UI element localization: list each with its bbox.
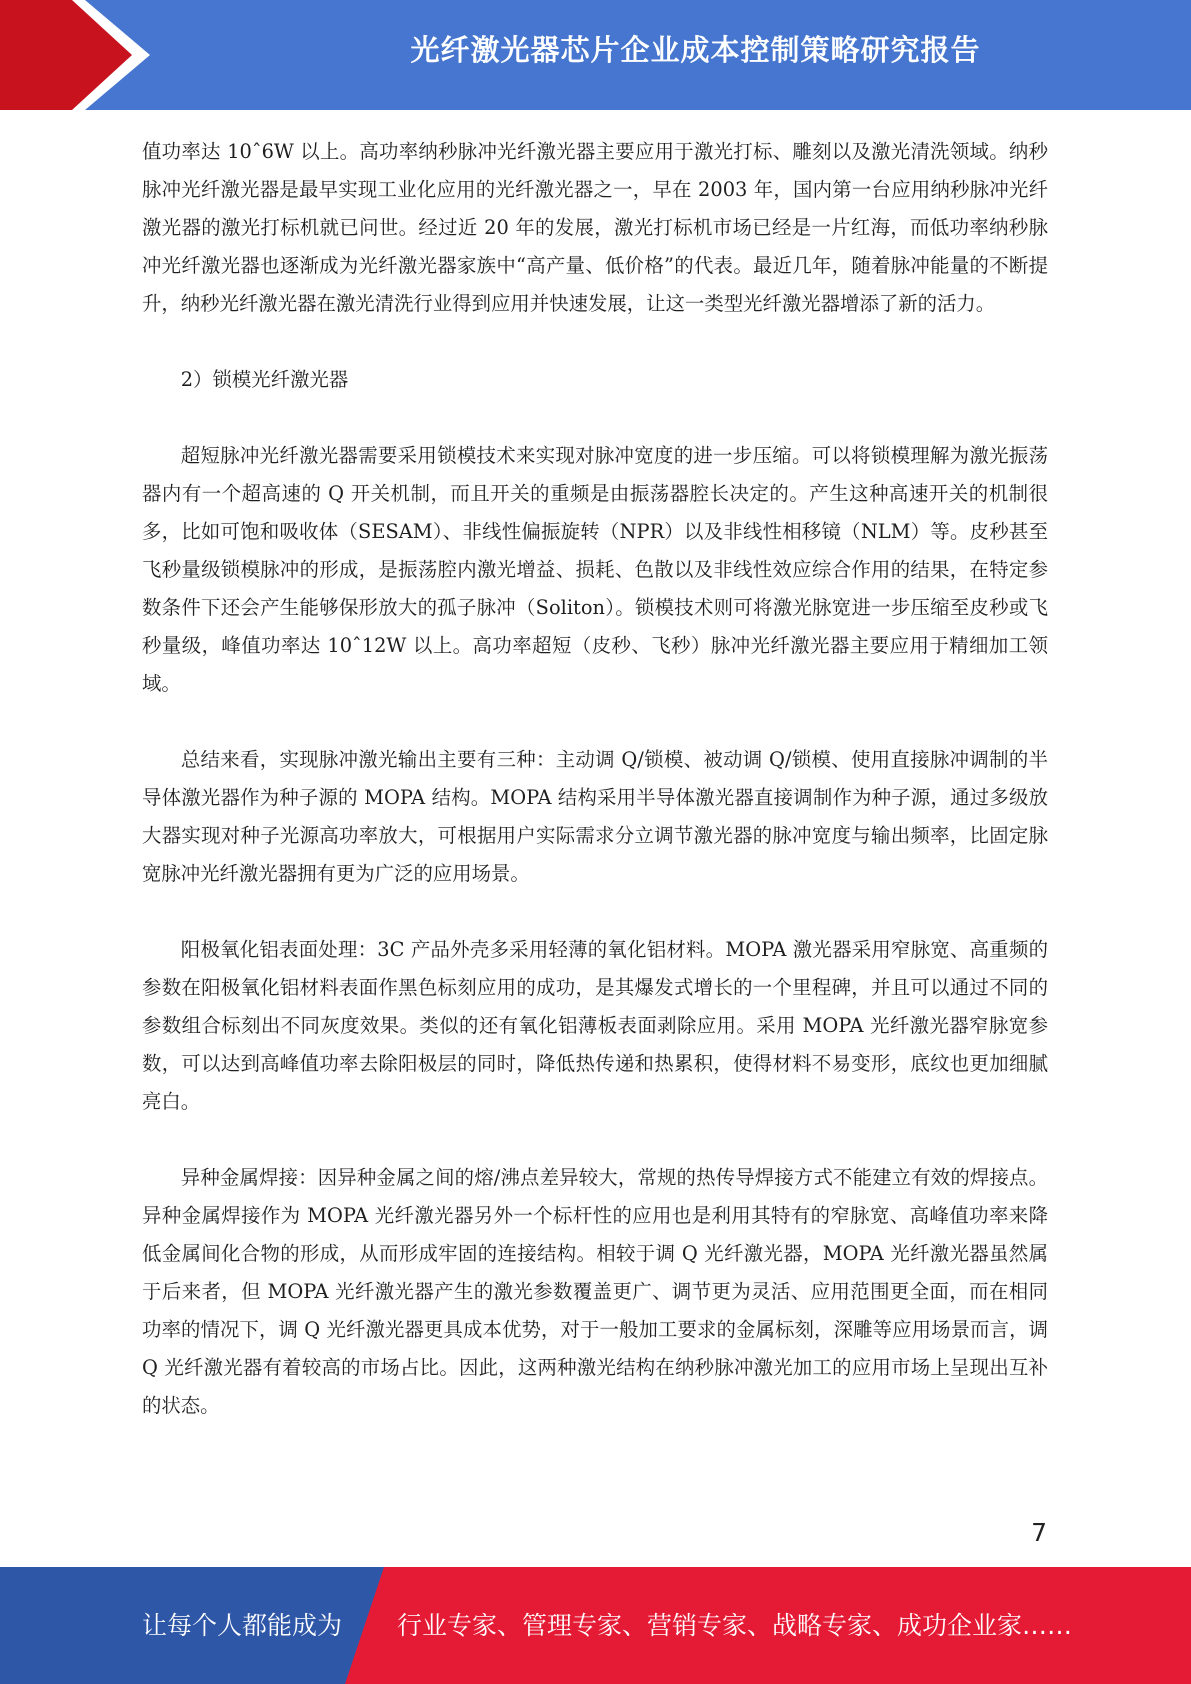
page-header xyxy=(0,0,1191,110)
paragraph-ultrashort-pulse: 超短脉冲光纤激光器需要采用锁模技术来实现对脉冲宽度的进一步压缩。可以将锁模理解为激光振荡器内有一个超高速的 Q 开关机制，而且开关的重频是由振荡器腔长决定的。产生这种高速开关的机制很多，比如可饱和吸收体（SESAM）、非线性偏振旋转（NPR）以及非线性相移镜（NLM）等。皮秒甚至飞秒量级锁模脉冲的形成，是振荡腔内激光增益、损耗、色散以及非线性效应综合作用的结果，在特定参数条件下还会产生能够保形放大的孤子脉冲（Soliton）。锁模技术则可将激光脉宽进一步压缩至皮秒或飞秒量级，峰值功率达 10ˆ12W 以上。高功率超短（皮秒、飞秒）脉冲光纤激光器主要应用于精细加工领域。 xyxy=(142,444,1048,695)
page-number: 7 xyxy=(1031,1518,1047,1547)
paragraph-anodized-aluminum: 阳极氧化铝表面处理：3C 产品外壳多采用轻薄的氧化铝材料。MOPA 激光器采用窄脉宽、高重频的参数在阳极氧化铝材料表面作黑色标刻应用的成功，是其爆发式增长的一个里程碑，并且可以通过不同的参数组合标刻出不同灰度效果。类似的还有氧化铝薄板表面剥除应用。采用 MOPA 光纤激光器窄脉宽参数，可以达到高峰值功率去除阳极层的同时，降低热传递和热累积，使得材料不易变形，底纹也更加细腻亮白。 xyxy=(142,938,1048,1113)
footer-slogan-right: 行业专家、管理专家、营销专家、战略专家、成功企业家…… xyxy=(397,1611,1073,1640)
page-footer xyxy=(0,1567,1191,1684)
header-arrow-decoration xyxy=(0,0,150,110)
footer-slogan-left: 让每个人都能成为 xyxy=(142,1611,343,1640)
paragraph-summary-mopa: 总结来看，实现脉冲激光输出主要有三种：主动调 Q/锁模、被动调 Q/锁模、使用直接脉冲调制的半导体激光器作为种子源的 MOPA 结构。MOPA 结构采用半导体激光器直接调制作为种子源，通过多级放大器实现对种子光源高功率放大，可根据用户实际需求分立调节激光器的脉冲宽度与输出频率，比固定脉宽脉冲光纤激光器拥有更为广泛的应用场景。 xyxy=(142,748,1048,885)
section-heading-mode-locked: 2）锁模光纤激光器 xyxy=(180,368,349,391)
report-title: 光纤激光器芯片企业成本控制策略研究报告 xyxy=(410,33,981,67)
page-content xyxy=(142,133,1048,1425)
paragraph-nanosecond-pulse: 值功率达 10ˆ6W 以上。高功率纳秒脉冲光纤激光器主要应用于激光打标、雕刻以及激光清洗领域。纳秒脉冲光纤激光器是最早实现工业化应用的光纤激光器之一，早在 2003 年，国内第一台应用纳秒脉冲光纤激光器的激光打标机就已问世。经过近 20 年的发展，激光打标机市场已经是一片红海，而低功率纳秒脉冲光纤激光器也逐渐成为光纤激光器家族中“高产量、低价格”的代表。最近几年，随着脉冲能量的不断提升，纳秒光纤激光器在激光清洗行业得到应用并快速发展，让这一类型光纤激光器增添了新的活力。 xyxy=(142,140,1048,315)
paragraph-dissimilar-metal-welding: 异种金属焊接：因异种金属之间的熔/沸点差异较大，常规的热传导焊接方式不能建立有效的焊接点。异种金属焊接作为 MOPA 光纤激光器另外一个标杆性的应用也是利用其特有的窄脉宽、高峰值功率来降低金属间化合物的形成，从而形成牢固的连接结构。相较于调 Q 光纤激光器，MOPA 光纤激光器虽然属于后来者，但 MOPA 光纤激光器产生的激光参数覆盖更广、调节更为灵活、应用范围更全面，而在相同功率的情况下，调 Q 光纤激光器更具成本优势，对于一般加工要求的金属标刻，深雕等应用场景而言，调 Q 光纤激光器有着较高的市场占比。因此，这两种激光结构在纳秒脉冲激光加工的应用市场上呈现出互补的状态。 xyxy=(142,1166,1048,1417)
